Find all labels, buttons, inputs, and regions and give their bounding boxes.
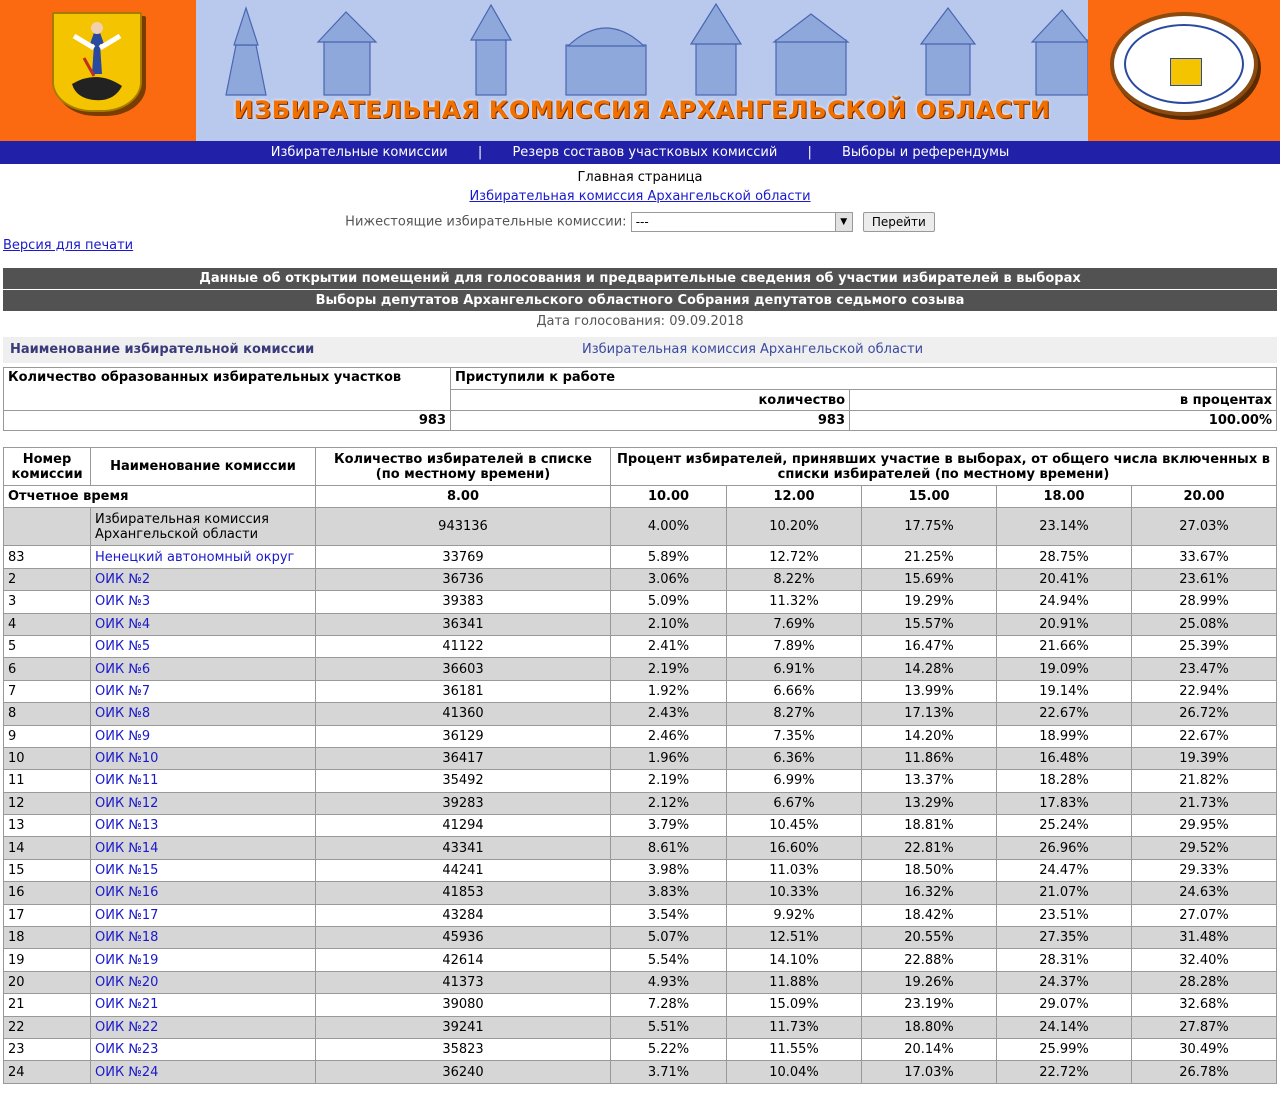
row-number-cell: 17 [4,904,91,926]
row-number-cell: 14 [4,837,91,859]
row-name-cell [91,680,316,702]
percent-cell: 24.94% [997,591,1132,613]
table-row [4,1061,1277,1083]
percent-cell: 16.48% [997,747,1132,769]
row-number-cell: 13 [4,815,91,837]
row-name-cell [91,904,316,926]
percent-cell: 13.29% [862,792,997,814]
started-label: Приступили к работе [451,368,1277,390]
col-voters-header: Количество избирателей в списке (по местному времени) [316,448,611,486]
percent-cell: 2.12% [611,792,727,814]
commission-link[interactable]: ОИК №16 [95,885,159,901]
voters-cell: 42614 [316,949,611,971]
voters-cell: 39241 [316,1016,611,1038]
row-number-cell: 24 [4,1061,91,1083]
nav-item-reserve[interactable]: Резерв составов участковых комиссий [512,145,778,160]
percent-cell: 12.51% [727,927,862,949]
commission-link[interactable]: ОИК №24 [95,1064,159,1080]
row-name-cell [91,613,316,635]
percent-cell: 21.07% [997,882,1132,904]
percent-cell: 12.72% [727,546,862,568]
commission-link[interactable]: ОИК №15 [95,863,159,879]
percent-cell: 32.40% [1132,949,1277,971]
voters-cell: 39283 [316,792,611,814]
voters-cell: 36603 [316,658,611,680]
percent-cell: 19.09% [997,658,1132,680]
lower-commission-selector [0,212,1280,232]
percent-cell: 25.08% [1132,613,1277,635]
table-row [4,904,1277,926]
voting-date: Дата голосования: 09.09.2018 [536,314,744,329]
percent-cell: 16.47% [862,635,997,657]
table-row [4,591,1277,613]
commission-link[interactable]: ОИК №6 [95,661,151,677]
percent-cell: 7.28% [611,994,727,1016]
percent-cell: 25.24% [997,815,1132,837]
percent-cell: 19.26% [862,971,997,993]
percent-cell: 2.19% [611,770,727,792]
percent-cell: 23.19% [862,994,997,1016]
percent-cell: 3.06% [611,568,727,590]
started-percent: 100.00% [850,411,1277,431]
row-number-cell: 21 [4,994,91,1016]
percent-cell: 6.91% [727,658,862,680]
pct-label: в процентах [850,390,1277,411]
commission-link[interactable]: ОИК №3 [95,594,151,610]
voters-cell: 36129 [316,725,611,747]
row-number-cell: 6 [4,658,91,680]
percent-cell: 17.13% [862,703,997,725]
row-number-cell: 11 [4,770,91,792]
lower-commission-select[interactable] [631,212,853,232]
voters-cell: 43284 [316,904,611,926]
row-number-cell: 3 [4,591,91,613]
percent-cell: 29.52% [1132,837,1277,859]
commission-emblem-logo[interactable] [1110,12,1258,116]
percent-cell: 5.89% [611,546,727,568]
table-row [4,1038,1277,1060]
table-row [4,568,1277,590]
table-row [4,1016,1277,1038]
started-count: 983 [451,411,850,431]
percent-cell: 33.67% [1132,546,1277,568]
percent-cell: 6.99% [727,770,862,792]
percent-cell: 27.87% [1132,1016,1277,1038]
row-number-cell: 19 [4,949,91,971]
commission-link[interactable]: ОИК №14 [95,840,159,856]
percent-cell: 17.75% [862,508,997,546]
emblem-flag-icon [1170,58,1202,86]
table-row [4,927,1277,949]
lower-select-label: Нижестоящие избирательные комиссии: [345,214,627,230]
percent-cell: 19.29% [862,591,997,613]
table-row [4,882,1277,904]
voters-cell: 39383 [316,591,611,613]
commission-name-value: Избирательная комиссия Архангельской области [582,342,924,357]
percent-cell: 13.99% [862,680,997,702]
voters-cell: 35823 [316,1038,611,1060]
row-number-cell: 10 [4,747,91,769]
row-number-cell: 7 [4,680,91,702]
voters-cell: 36417 [316,747,611,769]
voters-cell: 36341 [316,613,611,635]
percent-cell: 14.20% [862,725,997,747]
commission-link[interactable]: ОИК №19 [95,952,159,968]
row-name-cell [91,1016,316,1038]
percent-cell: 26.72% [1132,703,1277,725]
percent-cell: 2.46% [611,725,727,747]
voters-cell: 36240 [316,1061,611,1083]
commission-link[interactable]: ОИК №18 [95,930,159,946]
percent-cell: 20.14% [862,1038,997,1060]
time-header: 15.00 [862,486,997,508]
commission-link[interactable]: ОИК №20 [95,975,159,990]
percent-cell: 23.47% [1132,658,1277,680]
percent-cell: 28.75% [997,546,1132,568]
voters-cell: 43341 [316,837,611,859]
percent-cell: 2.43% [611,703,727,725]
col-percent-header: Процент избирателей, принявших участие в выборах, от общего числа включенных в списки избирателей (по местному времени) [611,448,1277,486]
percent-cell: 18.81% [862,815,997,837]
voters-cell: 41294 [316,815,611,837]
table-row [4,815,1277,837]
table-row [4,508,1277,546]
row-number-cell: 8 [4,703,91,725]
row-name-cell [91,927,316,949]
percent-cell: 16.32% [862,882,997,904]
voters-cell: 35492 [316,770,611,792]
percent-cell: 32.68% [1132,994,1277,1016]
percent-cell: 22.67% [1132,725,1277,747]
percent-cell: 26.78% [1132,1061,1277,1083]
row-name-cell [91,994,316,1016]
table-row [4,703,1277,725]
site-header [0,0,1280,141]
report-time-label: Отчетное время [4,486,316,508]
percent-cell: 31.48% [1132,927,1277,949]
row-number-cell: 23 [4,1038,91,1060]
table-row [4,725,1277,747]
percent-cell: 5.51% [611,1016,727,1038]
nav-item-commissions[interactable]: Избирательные комиссии [270,145,448,160]
percent-cell: 3.83% [611,882,727,904]
row-name-cell [91,770,316,792]
percent-cell: 24.63% [1132,882,1277,904]
percent-cell: 19.14% [997,680,1132,702]
percent-cell: 8.61% [611,837,727,859]
percent-cell: 11.86% [862,747,997,769]
commission-link[interactable]: ОИК №2 [95,571,151,587]
time-header: 10.00 [611,486,727,508]
voters-cell: 36181 [316,680,611,702]
percent-cell: 8.27% [727,703,862,725]
row-name-cell [91,859,316,881]
formed-count: 983 [4,411,451,431]
voters-cell: 41853 [316,882,611,904]
breadcrumb-home: Главная страница [577,170,703,185]
voters-cell: 36736 [316,568,611,590]
commission-link[interactable]: ОИК №21 [95,997,159,1013]
row-number-cell: 12 [4,792,91,814]
percent-cell: 23.51% [997,904,1132,926]
nav-separator: | [807,145,812,160]
row-name-cell [91,815,316,837]
col-num-header: Номер комиссии [4,448,91,486]
percent-cell: 18.28% [997,770,1132,792]
row-number-cell: 16 [4,882,91,904]
row-name-cell [91,568,316,590]
time-header: 8.00 [316,486,611,508]
percent-cell: 10.45% [727,815,862,837]
banner-architecture-image [196,0,1088,100]
percent-cell: 19.39% [1132,747,1277,769]
commission-name-row [3,337,1277,363]
percent-cell: 15.57% [862,613,997,635]
percent-cell: 4.93% [611,971,727,993]
commission-link[interactable]: ОИК №9 [95,728,151,744]
percent-cell: 7.35% [727,725,862,747]
percent-cell: 28.31% [997,949,1132,971]
percent-cell: 22.67% [997,703,1132,725]
top-nav [0,141,1280,164]
percent-cell: 1.92% [611,680,727,702]
percent-cell: 27.35% [997,927,1132,949]
table-row [4,792,1277,814]
row-number-cell: 15 [4,859,91,881]
time-header: 12.00 [727,486,862,508]
table-row [4,837,1277,859]
percent-cell: 16.60% [727,837,862,859]
row-name-cell [91,882,316,904]
row-number-cell: 5 [4,635,91,657]
voters-cell: 33769 [316,546,611,568]
percent-cell: 24.37% [997,971,1132,993]
commission-link[interactable]: ОИК №13 [95,818,159,834]
table-row [4,770,1277,792]
row-number-cell: 22 [4,1016,91,1038]
row-name-cell [91,703,316,725]
percent-cell: 26.96% [997,837,1132,859]
banner-title: ИЗБИРАТЕЛЬНАЯ КОМИССИЯ АРХАНГЕЛЬСКОЙ ОБЛАСТИ [233,96,1051,124]
table-row [4,546,1277,568]
percent-cell: 30.49% [1132,1038,1277,1060]
row-name-cell [91,725,316,747]
table-row [4,635,1277,657]
percent-cell: 6.66% [727,680,862,702]
row-name-cell: Избирательная комиссия Архангельской области [91,508,316,546]
percent-cell: 25.39% [1132,635,1277,657]
percent-cell: 7.89% [727,635,862,657]
percent-cell: 1.96% [611,747,727,769]
commission-link[interactable]: ОИК №12 [95,795,159,811]
percent-cell: 25.99% [997,1038,1132,1060]
row-name-cell [91,546,316,568]
percent-cell: 21.25% [862,546,997,568]
percent-cell: 21.82% [1132,770,1277,792]
voters-cell: 44241 [316,859,611,881]
table-row [4,613,1277,635]
turnout-table [3,447,1277,1084]
percent-cell: 20.41% [997,568,1132,590]
voters-cell: 41122 [316,635,611,657]
voters-cell: 39080 [316,994,611,1016]
percent-cell: 18.80% [862,1016,997,1038]
percent-cell: 17.83% [997,792,1132,814]
percent-cell: 3.98% [611,859,727,881]
row-name-cell [91,949,316,971]
percent-cell: 23.61% [1132,568,1277,590]
commission-link[interactable]: ОИК №5 [95,639,151,655]
percent-cell: 28.28% [1132,971,1277,993]
table-row [4,971,1277,993]
percent-cell: 5.54% [611,949,727,971]
election-title: Выборы депутатов Архангельского областного Собрания депутатов седьмого созыва [3,290,1277,311]
commission-link[interactable]: ОИК №4 [95,616,151,632]
percent-cell: 10.33% [727,882,862,904]
commission-link[interactable]: ОИК №7 [95,683,151,699]
voters-cell: 45936 [316,927,611,949]
row-number-cell: 83 [4,546,91,568]
percent-cell: 10.04% [727,1061,862,1083]
table-row [4,994,1277,1016]
percent-cell: 18.50% [862,859,997,881]
row-number-cell: 2 [4,568,91,590]
go-button[interactable]: Перейти [863,212,935,232]
percent-cell: 9.92% [727,904,862,926]
percent-cell: 24.14% [997,1016,1132,1038]
percent-cell: 27.03% [1132,508,1277,546]
percent-cell: 21.73% [1132,792,1277,814]
row-number-cell: 4 [4,613,91,635]
report-title: Данные об открытии помещений для голосования и предварительные сведения об участии избирателей в выборах [3,268,1277,289]
voters-cell: 41360 [316,703,611,725]
commission-link[interactable]: ОИК №8 [95,706,151,722]
row-name-cell [91,1038,316,1060]
commission-link[interactable]: ОИК №22 [95,1019,159,1035]
commission-link[interactable]: ОИК №23 [95,1042,159,1058]
percent-cell: 22.72% [997,1061,1132,1083]
percent-cell: 3.54% [611,904,727,926]
percent-cell: 24.47% [997,859,1132,881]
percent-cell: 4.00% [611,508,727,546]
percent-cell: 7.69% [727,613,862,635]
voters-cell: 41373 [316,971,611,993]
commission-link[interactable]: ОИК №11 [95,773,159,789]
percent-cell: 5.09% [611,591,727,613]
percent-cell: 21.66% [997,635,1132,657]
percent-cell: 2.41% [611,635,727,657]
row-name-cell [91,837,316,859]
formed-label: Количество образованных избирательных участков [4,368,451,411]
percent-cell: 8.22% [727,568,862,590]
percent-cell: 29.95% [1132,815,1277,837]
percent-cell: 13.37% [862,770,997,792]
nav-item-elections[interactable]: Выборы и референдумы [841,145,1010,160]
row-name-cell [91,1061,316,1083]
percent-cell: 5.07% [611,927,727,949]
percent-cell: 29.07% [997,994,1132,1016]
percent-cell: 20.91% [997,613,1132,635]
percent-cell: 14.28% [862,658,997,680]
percent-cell: 22.94% [1132,680,1277,702]
percent-cell: 3.71% [611,1061,727,1083]
time-header: 18.00 [997,486,1132,508]
percent-cell: 6.67% [727,792,862,814]
percent-cell: 15.69% [862,568,997,590]
percent-cell: 28.99% [1132,591,1277,613]
commission-link[interactable]: ОИК №17 [95,907,159,923]
coat-of-arms-logo[interactable] [52,12,142,112]
percent-cell: 2.19% [611,658,727,680]
lower-select-value: --- [635,215,649,229]
row-number-cell: 20 [4,971,91,993]
percent-cell: 22.81% [862,837,997,859]
percent-cell: 11.88% [727,971,862,993]
table-row [4,859,1277,881]
row-number-cell [4,508,91,546]
percent-cell: 10.20% [727,508,862,546]
percent-cell: 22.88% [862,949,997,971]
row-name-cell [91,792,316,814]
percent-cell: 11.32% [727,591,862,613]
commission-link[interactable]: ОИК №10 [95,751,159,767]
table-row [4,747,1277,769]
print-version-link[interactable]: Версия для печати [3,238,134,253]
percent-cell: 3.79% [611,815,727,837]
commission-name-label: Наименование избирательной комиссии [10,342,315,357]
row-number-cell: 9 [4,725,91,747]
percent-cell: 11.03% [727,859,862,881]
voters-cell: 943136 [316,508,611,546]
percent-cell: 15.09% [727,994,862,1016]
time-header: 20.00 [1132,486,1277,508]
row-name-cell [91,591,316,613]
summary-table [3,367,1277,431]
percent-cell: 11.55% [727,1038,862,1060]
percent-cell: 17.03% [862,1061,997,1083]
col-name-header: Наименование комиссии [91,448,316,486]
percent-cell: 27.07% [1132,904,1277,926]
percent-cell: 5.22% [611,1038,727,1060]
breadcrumb-commission-link[interactable]: Избирательная комиссия Архангельской области [469,189,811,204]
header-banner [196,0,1088,141]
qty-label: количество [451,390,850,411]
table-row [4,680,1277,702]
percent-cell: 29.33% [1132,859,1277,881]
chevron-down-icon[interactable]: ▼ [835,213,852,231]
row-name-cell [91,635,316,657]
commission-link[interactable]: Ненецкий автономный округ [95,549,295,565]
percent-cell: 20.55% [862,927,997,949]
row-name-cell [91,658,316,680]
percent-cell: 6.36% [727,747,862,769]
row-number-cell: 18 [4,927,91,949]
percent-cell: 18.42% [862,904,997,926]
percent-cell: 23.14% [997,508,1132,546]
percent-cell: 11.73% [727,1016,862,1038]
table-row [4,949,1277,971]
percent-cell: 2.10% [611,613,727,635]
percent-cell: 14.10% [727,949,862,971]
percent-cell: 18.99% [997,725,1132,747]
nav-separator: | [477,145,483,160]
table-row [4,658,1277,680]
row-name-cell [91,971,316,993]
row-name-cell [91,747,316,769]
